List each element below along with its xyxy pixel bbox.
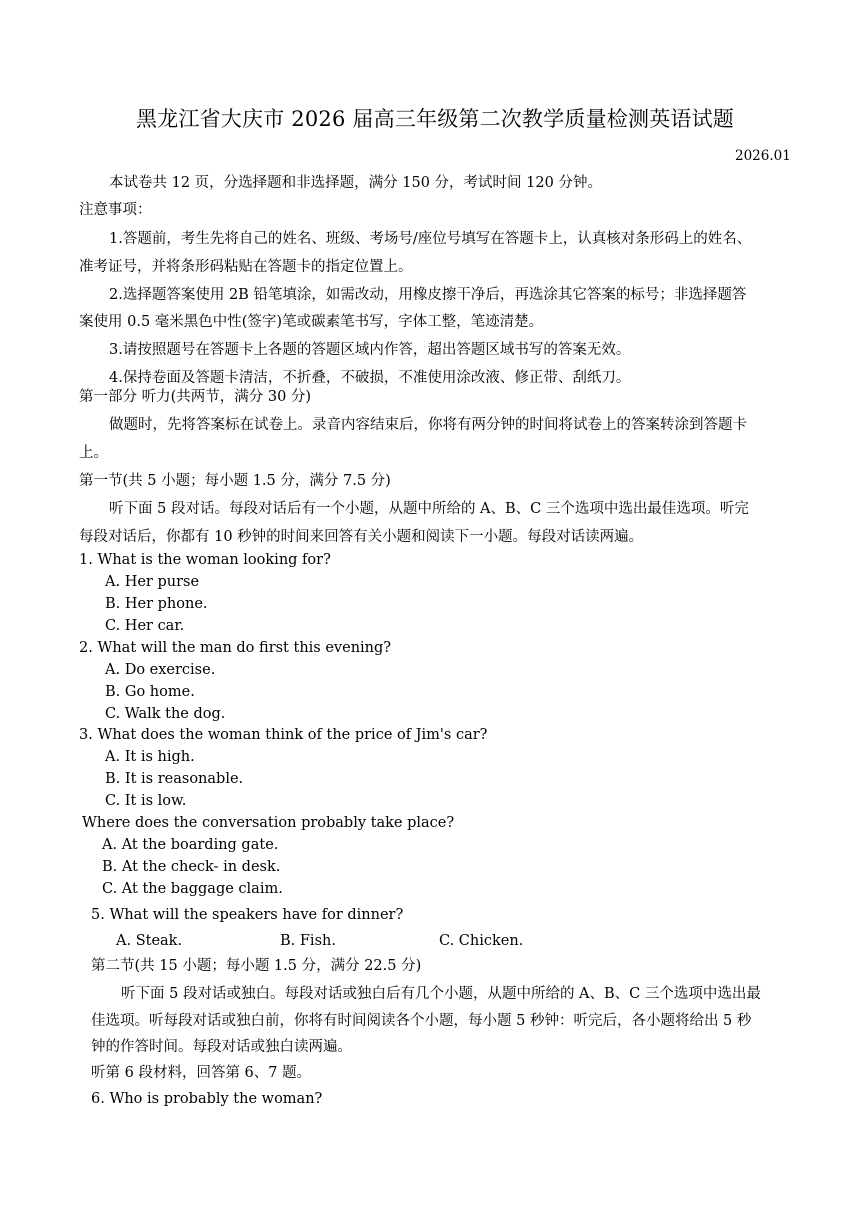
- question-5: 5. What will the speakers have for dinner?: [91, 907, 404, 923]
- section1-instruction-line-1: 听下面 5 段对话。每段对话后有一个小题，从题中所给的 A、B、C 三个选项中选出最佳选项。听完: [109, 501, 749, 517]
- section2-instruction-line-2: 佳选项。听每段对话或独白前，你将有时间阅读各个小题，每小题 5 秒钟：听完后，各小题将给出 5 秒: [91, 1013, 752, 1029]
- section1-heading: 第一节(共 5 小题；每小题 1.5 分，满分 7.5 分): [79, 473, 391, 489]
- section2-heading: 第二节(共 15 小题；每小题 1.5 分，满分 22.5 分): [91, 958, 422, 974]
- question-1: 1. What is the woman looking for?: [79, 552, 331, 568]
- note-4: 4.保持卷面及答题卡清洁，不折叠，不破损，不准使用涂改液、修正带、刮纸刀。: [109, 370, 631, 386]
- material-6-heading: 听第 6 段材料，回答第 6、7 题。: [91, 1065, 312, 1081]
- note-3: 3.请按照题号在答题卡上各题的答题区域内作答，超出答题区域书写的答案无效。: [109, 342, 631, 358]
- section2-instruction-line-1: 听下面 5 段对话或独白。每段对话或独白后有几个小题，从题中所给的 A、B、C 三个选项中选出最: [121, 986, 761, 1002]
- note-2-line-1: 2.选择题答案使用 2B 铅笔填涂，如需改动，用橡皮擦干净后，再选涂其它答案的标号；非选择题答: [109, 287, 747, 303]
- question-1-option-b: B. Her phone.: [105, 596, 208, 612]
- notice-heading: 注意事项：: [79, 202, 152, 218]
- question-1-option-a: A. Her purse: [105, 574, 200, 590]
- question-5-option-b: B. Fish.: [280, 933, 336, 949]
- question-2: 2. What will the man do first this evening?: [79, 640, 392, 656]
- note-1-line-1: 1.答题前，考生先将自己的姓名、班级、考场号/座位号填写在答题卡上，认真核对条形码上的姓名、: [109, 231, 752, 247]
- question-5-option-c: C. Chicken.: [439, 933, 524, 949]
- exam-date: 2026.01: [735, 148, 791, 164]
- page-title: 黑龙江省大庆市 2026 届高三年级第二次教学质量检测英语试题: [136, 107, 734, 131]
- note-1-line-2: 准考证号，并将条形码粘贴在答题卡的指定位置上。: [79, 259, 413, 275]
- note-2-line-2: 案使用 0.5 毫米黑色中性(签字)笔或碳素笔书写，字体工整，笔迹清楚。: [79, 314, 544, 330]
- part1-heading: 第一部分 听力(共两节，满分 30 分): [79, 389, 312, 405]
- question-3-option-c: C. It is low.: [105, 793, 187, 809]
- section1-instruction-line-2: 每段对话后，你都有 10 秒钟的时间来回答有关小题和阅读下一小题。每段对话读两遍。: [79, 529, 644, 545]
- question-2-option-c: C. Walk the dog.: [105, 706, 226, 722]
- question-5-option-a: A. Steak.: [116, 933, 183, 949]
- part1-instruction-line-1: 做题时，先将答案标在试卷上。录音内容结束后，你将有两分钟的时间将试卷上的答案转涂到答题卡: [109, 417, 747, 433]
- question-2-option-a: A. Do exercise.: [105, 662, 216, 678]
- part1-instruction-line-2: 上。: [79, 445, 108, 461]
- question-2-option-b: B. Go home.: [105, 684, 195, 700]
- question-3-option-a: A. It is high.: [105, 749, 195, 765]
- question-4-option-c: C. At the baggage claim.: [102, 881, 283, 897]
- section2-instruction-line-3: 钟的作答时间。每段对话或独白读两遍。: [91, 1039, 352, 1055]
- question-4-option-a: A. At the boarding gate.: [102, 837, 279, 853]
- question-1-option-c: C. Her car.: [105, 618, 185, 634]
- intro-text: 本试卷共 12 页，分选择题和非选择题，满分 150 分，考试时间 120 分钟。: [109, 175, 602, 191]
- question-6: 6. Who is probably the woman?: [91, 1091, 323, 1107]
- question-3: 3. What does the woman think of the price of Jim's car?: [79, 727, 488, 743]
- question-4: Where does the conversation probably take place?: [82, 815, 455, 831]
- question-4-option-b: B. At the check- in desk.: [102, 859, 281, 875]
- question-3-option-b: B. It is reasonable.: [105, 771, 244, 787]
